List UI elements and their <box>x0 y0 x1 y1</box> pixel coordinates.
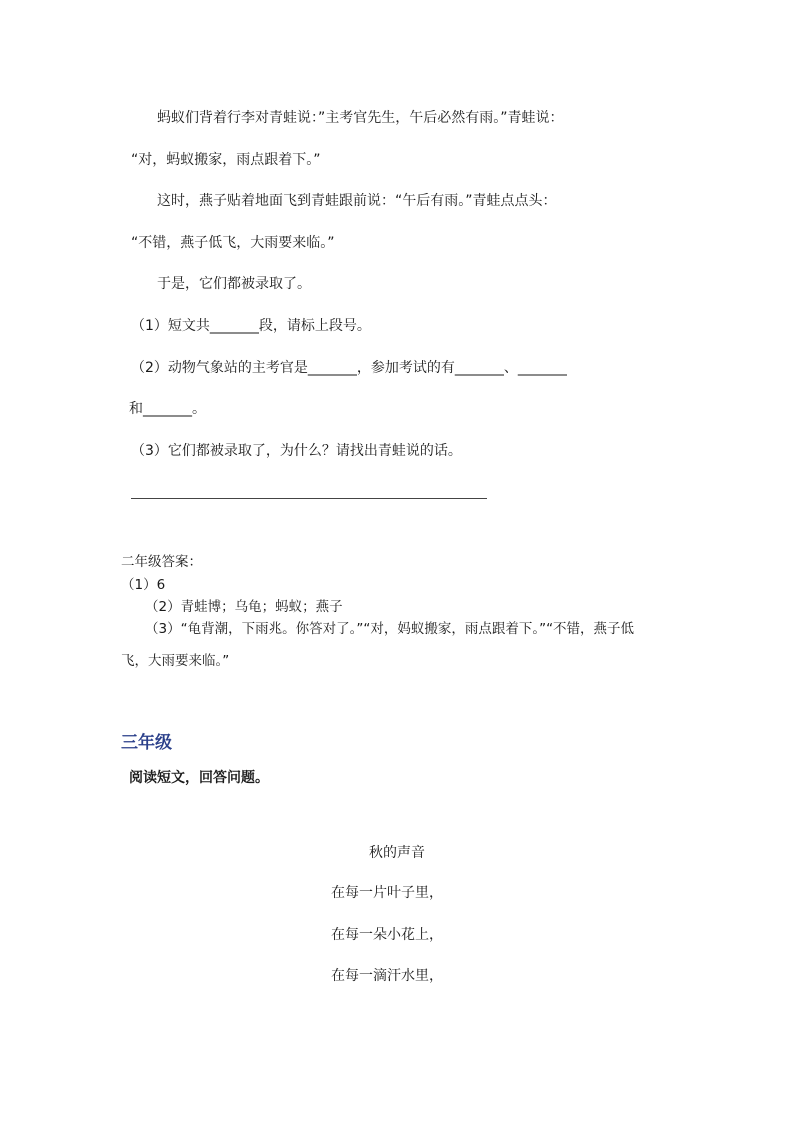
answer-3-continued: 飞，大雨要来临。” <box>121 653 230 669</box>
story-line-1: 蚂蚁们背着行李对青蛙说：”主考官先生，午后必然有雨。”青蛙说： <box>157 110 564 126</box>
question-3: （3）它们都被录取了，为什么？请找出青蛙说的话。 <box>131 443 462 459</box>
poem-line-2: 在每一朵小花上， <box>331 927 443 943</box>
poem-line-3: 在每一滴汗水里， <box>331 968 443 984</box>
story-line-4: “不错，燕子低飞，大雨要来临。” <box>131 235 335 251</box>
story-line-5: 于是，它们都被录取了。 <box>157 276 311 292</box>
story-line-3: 这时，燕子贴着地面飞到青蛙跟前说：“午后有雨。”青蛙点点头： <box>157 193 557 209</box>
answers-title: 二年级答案： <box>121 554 202 570</box>
question-2-continued: 和_______。 <box>129 401 206 417</box>
answer-3: （3）“龟背潮，下雨兆。你答对了。”“对，妈蚁搬家，雨点跟着下。”“不错，燕子低 <box>145 621 635 637</box>
answer-2: （2）青蛙博；乌龟；蚂蚁；燕子 <box>145 599 343 615</box>
question-1: （1）短文共_______段，请标上段号。 <box>131 318 371 334</box>
story-line-2: “对，蚂蚁搬家，雨点跟着下。” <box>131 152 321 168</box>
answer-blank-line <box>131 498 487 499</box>
poem-title: 秋的声音 <box>369 845 425 861</box>
reading-instruction: 阅读短文，回答问题。 <box>129 770 269 786</box>
poem-line-1: 在每一片叶子里， <box>331 885 443 901</box>
question-2: （2）动物气象站的主考官是_______，参加考试的有_______、_______ <box>131 360 567 376</box>
grade3-heading: 三年级 <box>121 733 172 753</box>
answer-1: （1）6 <box>121 577 166 593</box>
